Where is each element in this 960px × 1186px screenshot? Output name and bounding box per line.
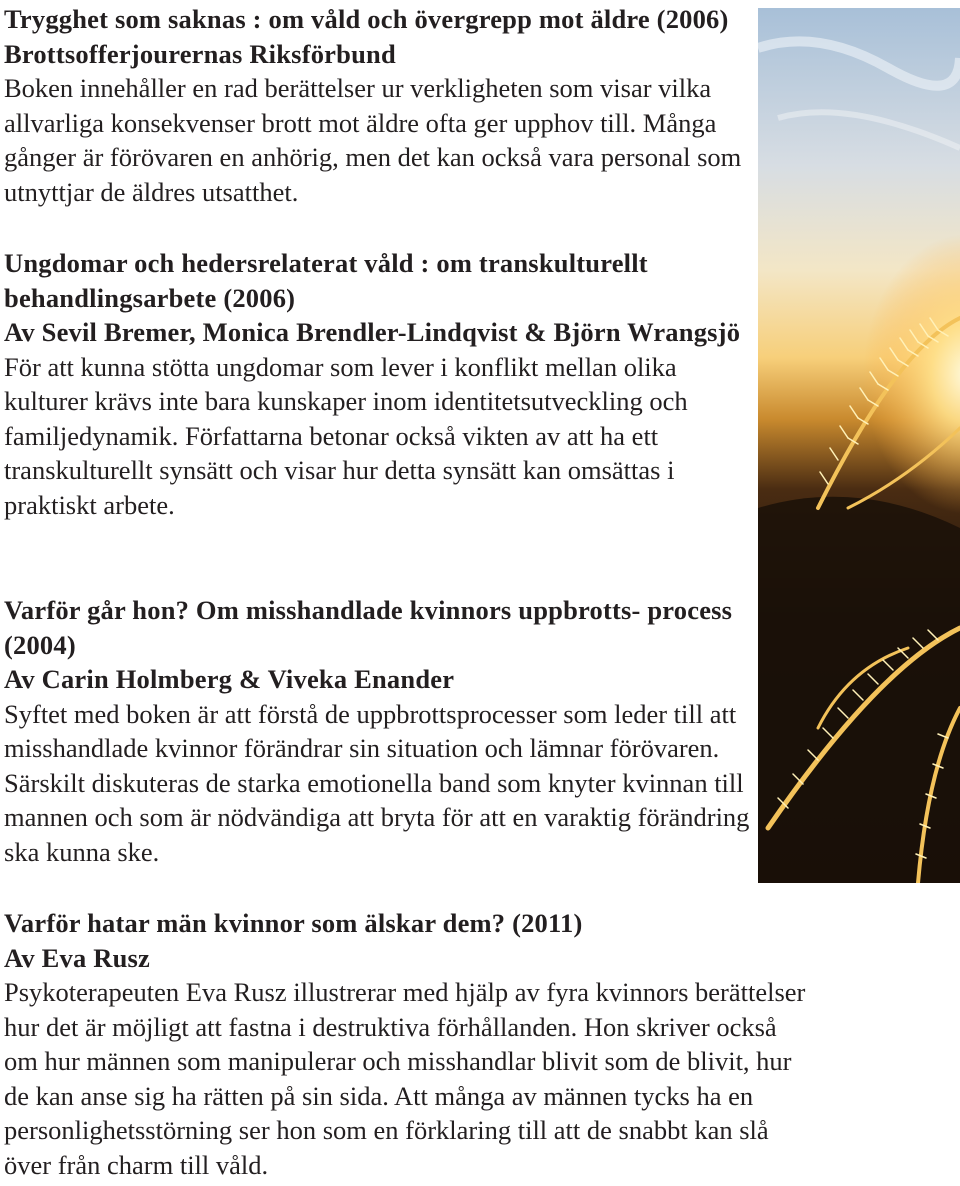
book-description: För att kunna stötta ungdomar som lever i konflikt mellan olika kulturer krävs inte bara kunskaper inom identitetsutveckling och familjedynamik. Författarna betonar också vikten av att ha ett transkulturellt synsätt och visar hur detta synsätt kan omsättas i praktiskt arbete. [4, 351, 688, 520]
photo-illustration [758, 8, 960, 883]
book-title: Varför hatar män kvinnor som älskar dem? (2011) [4, 908, 583, 938]
book-title: Ungdomar och hedersrelaterat våld : om transkulturellt behandlingsarbete (2006) [4, 248, 648, 313]
book-title: Varför går hon? Om misshandlade kvinnors uppbrotts- process (2004) [4, 595, 733, 660]
book-title: Trygghet som saknas : om våld och övergrepp mot äldre (2006) Brottsofferjourernas Riksförbund [4, 4, 729, 69]
book-description: Psykoterapeuten Eva Rusz illustrerar med hjälp av fyra kvinnors berättelser hur det är möjligt att fastna i destruktiva förhållanden. Hon skriver också om hur männen som manipulerar och misshandlar blivit som de blivit, hur de kan anse sig ha rätten på sin sida. Att många av männen tycks ha en personlighetsstörning ser hon som en förklaring till att de snabbt kan slå över från charm till våld. [4, 977, 806, 1180]
book-entry [4, 246, 752, 522]
book-entry [4, 593, 752, 869]
book-author: Av Carin Holmberg & Viveka Enander [4, 664, 455, 694]
ground [758, 497, 960, 883]
book-author: Av Sevil Bremer, Monica Brendler-Lindqvist & Björn Wrangsjö [4, 317, 741, 347]
book-author: Av Eva Rusz [4, 942, 150, 973]
frosted-grass-sunset-photo [758, 8, 960, 883]
book-description: Syftet med boken är att förstå de uppbrottsprocesser som leder till att misshandlade kvinnor förändrar sin situation och lämnar förövaren. Särskilt diskuteras de starka emotionella band som knyter kvinnan till mannen och som är nödvändiga att bryta för att en varaktig förändring ska kunna ske. [4, 698, 750, 867]
book-description: Boken innehåller en rad berättelser ur verkligheten som visar vilka allvarliga konsekvenser brott mot äldre ofta ger upphov till. Många gånger är förövaren en anhörig, men det kan också vara personal som utnyttjar de äldres utsatthet. [4, 73, 742, 207]
book-entry [4, 906, 814, 1182]
book-entry [4, 2, 752, 209]
